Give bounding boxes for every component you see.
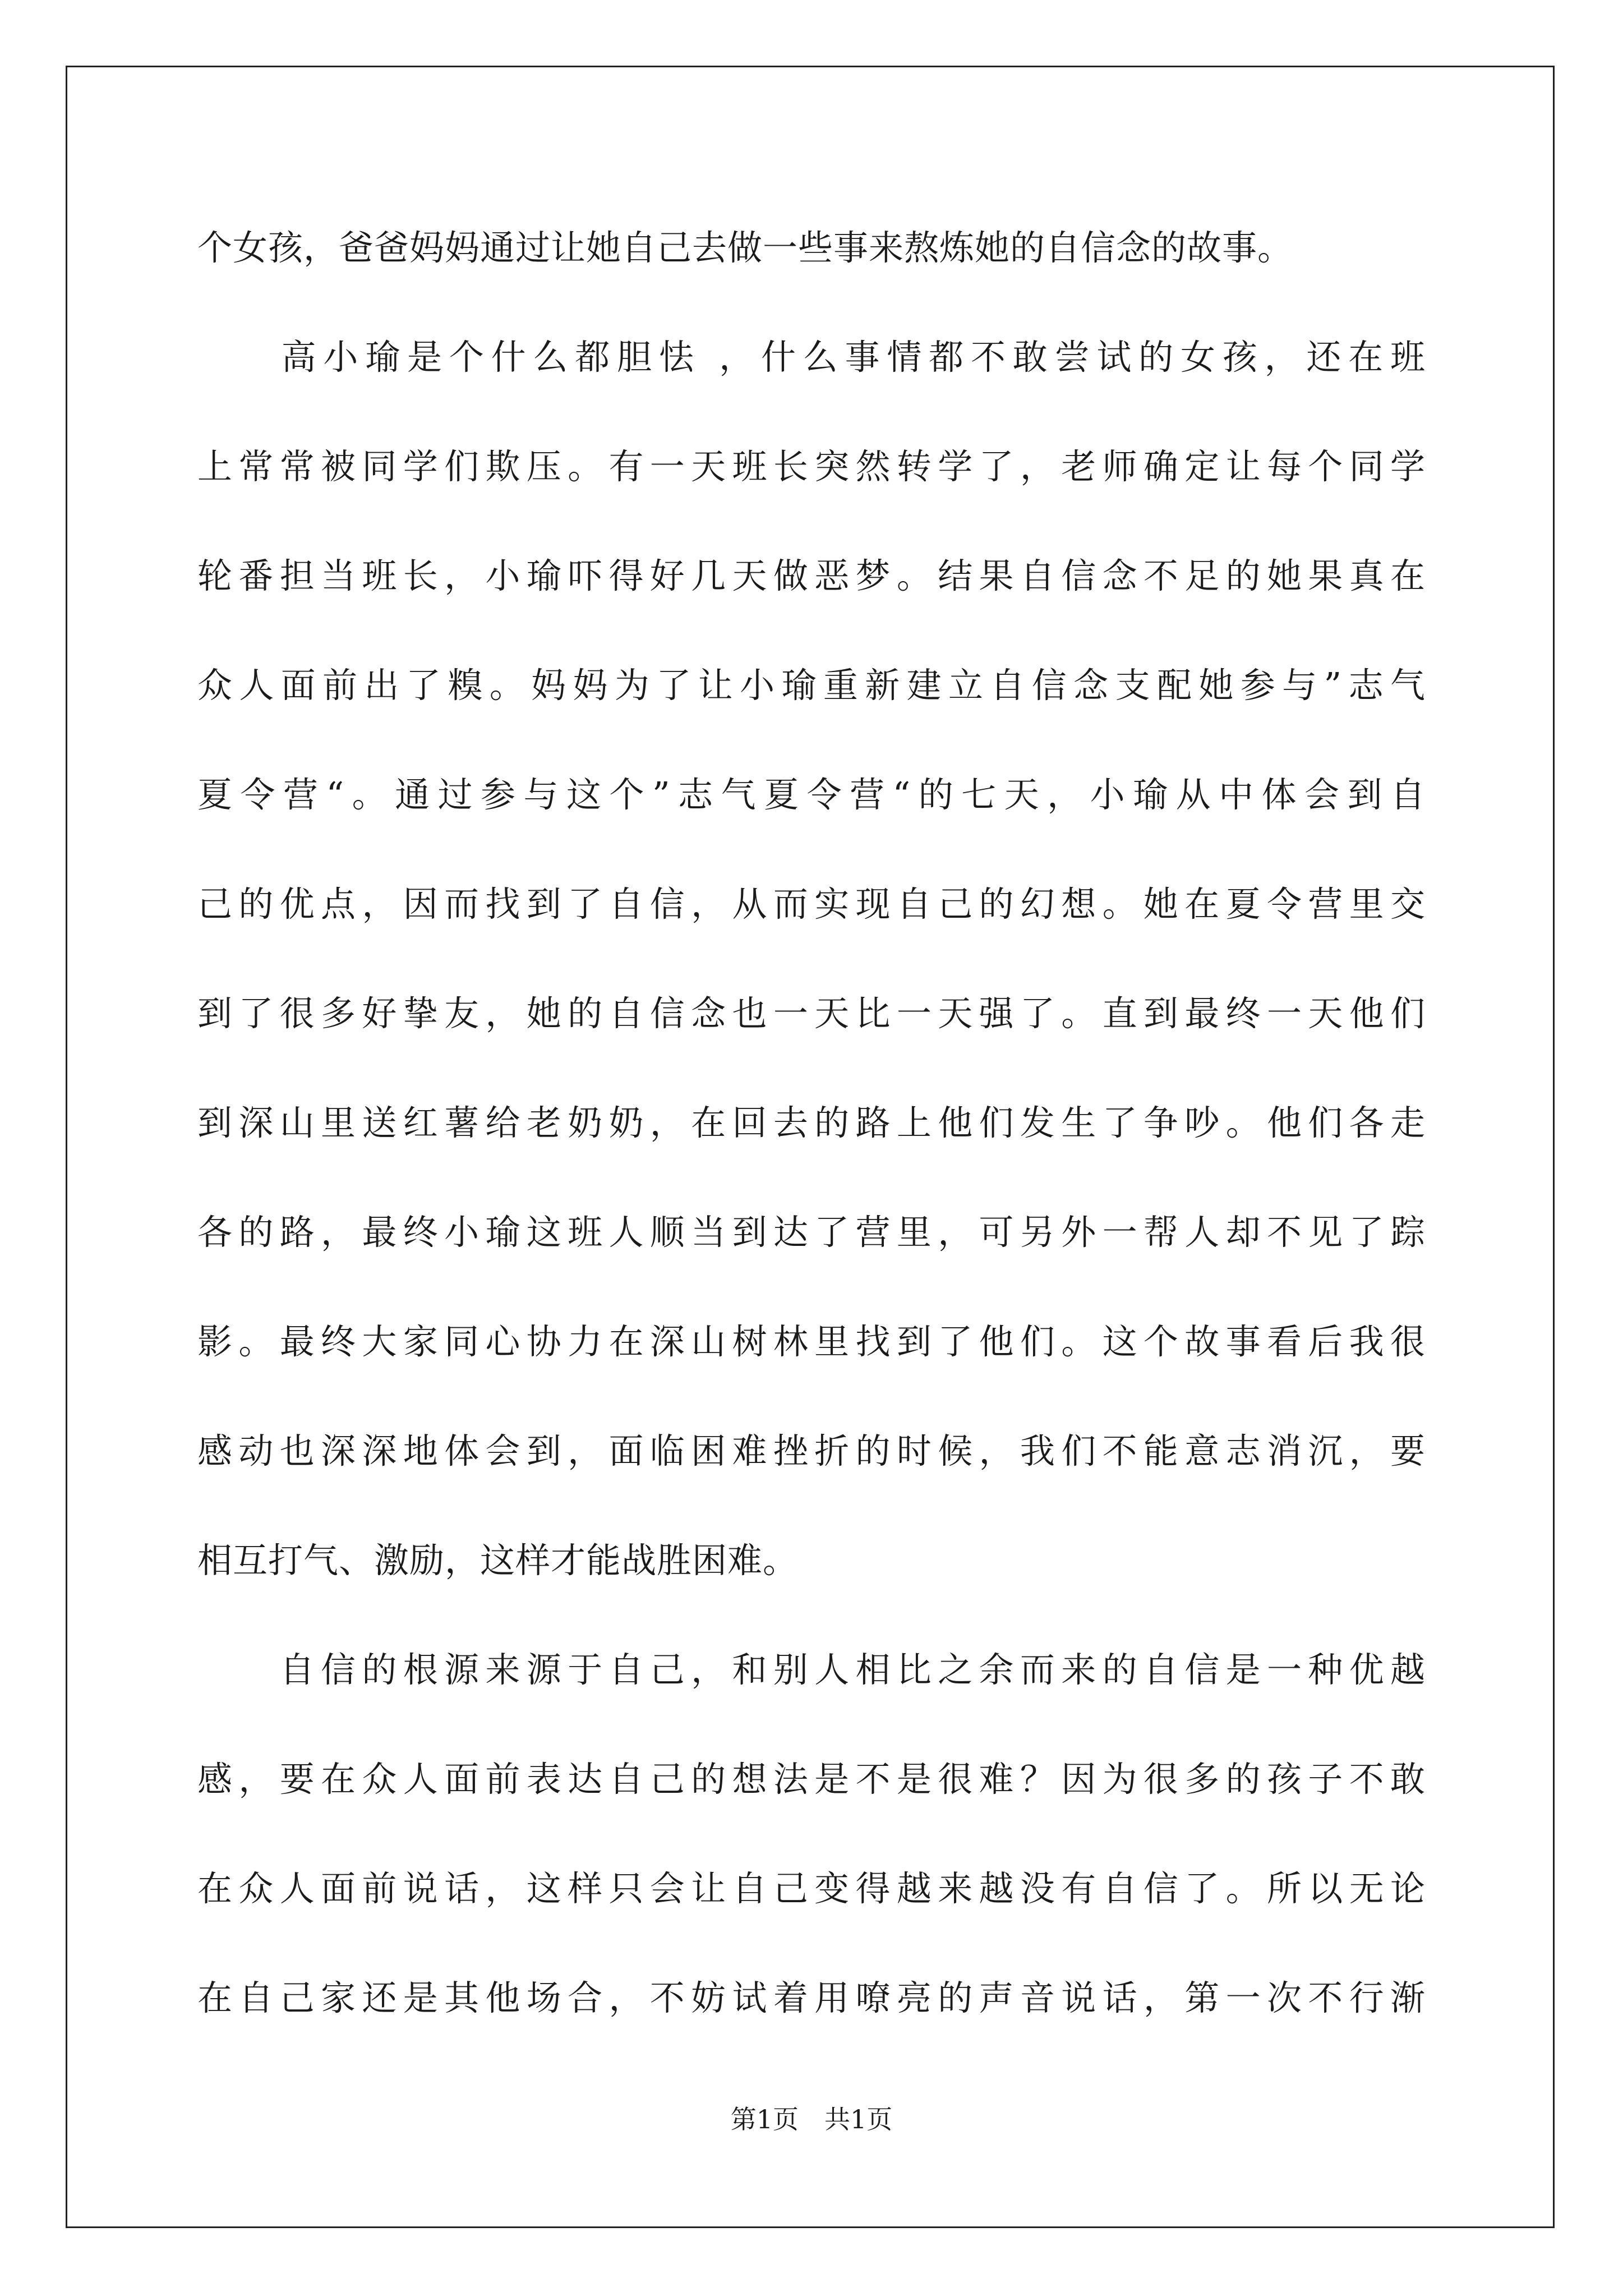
text-line: 夏令营“。通过参与这个”志气夏令营“的七天，小瑜从中体会到自 [197,774,1426,815]
text-line: 上常常被同学们欺压。有一天班长突然转学了，老师确定让每个同学 [197,446,1426,487]
text-line: 在众人面前说话，这样只会让自己变得越来越没有自信了。所以无论 [197,1868,1426,1909]
text-line: 到了很多好挚友，她的自信念也一天比一天强了。直到最终一天他们 [197,993,1426,1034]
text-line: 影。最终大家同心协力在深山树林里找到了他们。这个故事看后我很 [197,1321,1426,1362]
text-line: 众人面前出了糗。妈妈为了让小瑜重新建立自信念支配她参与”志气 [197,665,1426,706]
text-line: 到深山里送红薯给老奶奶，在回去的路上他们发生了争吵。他们各走 [197,1102,1426,1143]
text-line: 在自己家还是其他场合，不妨试着用嘹亮的声音说话，第一次不行渐 [197,1977,1426,2018]
text-line: 己的优点，因而找到了自信，从而实现自己的幻想。她在夏令营里交 [197,884,1426,924]
text-line: 高小瑜是个什么都胆怯 ，什么事情都不敢尝试的女孩，还在班 [197,337,1426,378]
text-line: 个女孩，爸爸妈妈通过让她自己去做一些事来熬炼她的自信念的故事。 [197,227,1293,268]
page-number-footer: 第1页 共1页 [730,2104,893,2134]
text-line: 感动也深深地体会到，面临困难挫折的时候，我们不能意志消沉，要 [197,1430,1426,1471]
text-line: 相互打气、激励，这样才能战胜困难。 [197,1540,799,1581]
text-line: 轮番担当班长，小瑜吓得好几天做恶梦。结果自信念不足的她果真在 [197,555,1426,596]
text-line: 自信的根源来源于自己，和别人相比之余而来的自信是一种优越 [197,1649,1426,1690]
text-line: 各的路，最终小瑜这班人顺当到达了营里，可另外一帮人却不见了踪 [197,1212,1426,1253]
text-line: 感，要在众人面前表达自己的想法是不是很难？因为很多的孩子不敢 [197,1759,1426,1800]
